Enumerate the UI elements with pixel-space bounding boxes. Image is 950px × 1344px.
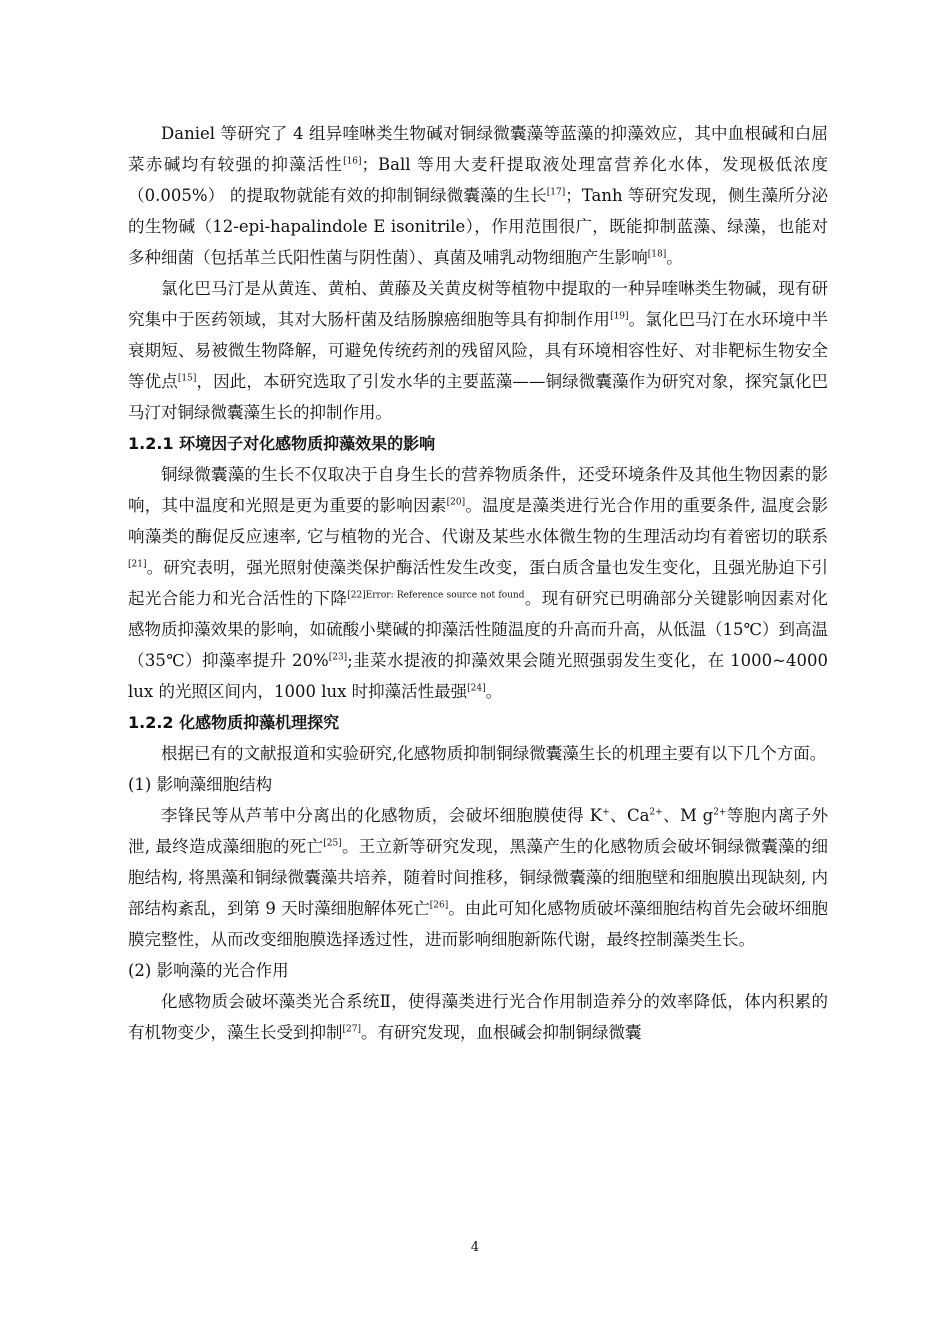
text: ；Tanh 等研究发现，侧生藻所分泌的生物碱（12-epi-hapalindole E isonitrile），作用范围很广，既能抑制蓝藻、绿藻，也能对多种细菌（包括革兰氏阳性菌与阴性菌）、真菌及哺乳动物细胞产生影响: [128, 186, 828, 267]
text: 、M g: [662, 806, 714, 825]
citation: [27]: [342, 1024, 361, 1035]
text: 。: [666, 248, 683, 267]
text: 。温度是藻类进行光合作用的重要条件, 温度会影响藻类的酶促反应速率, 它与植物的光合、代谢及某些水体微生物的生理活动均有着密切的联系: [128, 496, 828, 546]
paragraph-3: [128, 459, 828, 707]
text: 李锋民等从芦苇中分离出的化感物质，会破坏细胞膜使得 K: [161, 806, 603, 825]
citation: [24]: [467, 683, 486, 694]
paragraph-2: [128, 273, 828, 428]
text: 。: [485, 682, 503, 701]
citation: [16]: [343, 156, 362, 167]
text: 。研究表明，强光照射使藻类保护酶活性发生改变，蛋白质含量也发生变化，且强光胁迫下引起光合能力和光合活性的下降: [128, 558, 828, 608]
paragraph-1: [128, 118, 828, 273]
text: 、Ca: [609, 806, 650, 825]
list-item-2: (2) 影响藻的光合作用: [128, 961, 289, 980]
paragraph-4: 根据已有的文献报道和实验研究,化感物质抑制铜绿微囊藻生长的机理主要有以下几个方面。: [161, 744, 827, 763]
paragraph-6: [128, 986, 828, 1048]
superscript: 2+: [713, 807, 727, 818]
paragraph-5: [128, 800, 828, 955]
text: 。氯化巴马汀在水环境中半衰期短、易被微生物降解，可避免传统药剂的残留风险，具有环境相容性好、对非靶标生物安全等优点: [128, 310, 829, 391]
citation: [21]: [128, 559, 147, 570]
citation: [26]: [429, 900, 449, 911]
citation: [17]: [546, 187, 566, 198]
superscript: +: [602, 807, 610, 818]
text: 铜绿微囊藻的生长不仅取决于自身生长的营养物质条件，还受环境条件及其他生物因素的影响，其中温度和光照是更为重要的影响因素: [128, 465, 828, 515]
citation: [20]: [446, 497, 466, 508]
text: 。现有研究已明确部分关键影响因素对化感物质抑藻效果的影响，如硫酸小檗碱的抑藻活性随温度的升高而升高，从低温（15℃）到高温（35℃）抑藻率提升 20%: [128, 589, 828, 670]
section-heading-1-2-2: 1.2.2 化感物质抑藻机理探究: [128, 713, 340, 732]
text: 。王立新等研究发现，黑藻产生的化感物质会破坏铜绿微囊藻的细胞结构, 将黑藻和铜绿微囊藻共培养，随着时间推移，铜绿微囊藻的细胞壁和细胞膜出现缺刻, 内部结构紊乱，到第 9 天时藻细胞解体死亡: [128, 837, 828, 918]
list-item-1: (1) 影响藻细胞结构: [128, 775, 273, 794]
text: 。由此可知化感物质破坏藻细胞结构首先会破坏细胞膜完整性，从而改变细胞膜选择透过性，进而影响细胞新陈代谢，最终控制藻类生长。: [128, 899, 829, 949]
text: Daniel 等研究了 4 组异喹啉类生物碱对铜绿微囊藻等蓝藻的抑藻效应，其中血根碱和白屈菜赤碱均有较强的抑藻活性: [128, 124, 828, 174]
section-heading-1-2-1: 1.2.1 环境因子对化感物质抑藻效果的影响: [128, 434, 436, 453]
text: ;韭菜水提液的抑藻效果会随光照强弱发生变化，在 1000~4000 lux 的光照区间内，1000 lux 时抑藻活性最强: [128, 651, 828, 701]
citation: [15]: [177, 373, 197, 384]
citation: [19]: [610, 311, 629, 322]
citation: [18]: [647, 249, 667, 260]
text: 。有研究发现，血根碱会抑制铜绿微囊: [360, 1023, 642, 1042]
text: ，因此，本研究选取了引发水华的主要蓝藻——铜绿微囊藻作为研究对象，探究氯化巴马汀对铜绿微囊藻生长的抑制作用。: [128, 372, 829, 422]
page-number: 4: [470, 1240, 480, 1255]
citation-error: [22]Error: Reference source not found: [347, 590, 525, 601]
superscript: 2+: [649, 807, 663, 818]
text: 氯化巴马汀是从黄连、黄柏、黄藤及关黄皮树等植物中提取的一种异喹啉类生物碱，现有研究集中于医药领域，其对大肠杆菌及结肠腺癌细胞等具有抑制作用: [128, 279, 828, 329]
page-body: [128, 118, 828, 1048]
citation: [23]: [328, 652, 348, 663]
citation: [25]: [323, 838, 342, 849]
text: 化感物质会破坏藻类光合系统Ⅱ，使得藻类进行光合作用制造养分的效率降低，体内积累的有机物变少，藻生长受到抑制: [128, 992, 828, 1042]
text: 等胞内离子外泄, 最终造成藻细胞的死亡: [128, 806, 829, 856]
text: ；Ball 等用大麦秆提取液处理富营养化水体，发现极低浓度（0.005%） 的提取物就能有效的抑制铜绿微囊藻的生长: [128, 155, 829, 205]
